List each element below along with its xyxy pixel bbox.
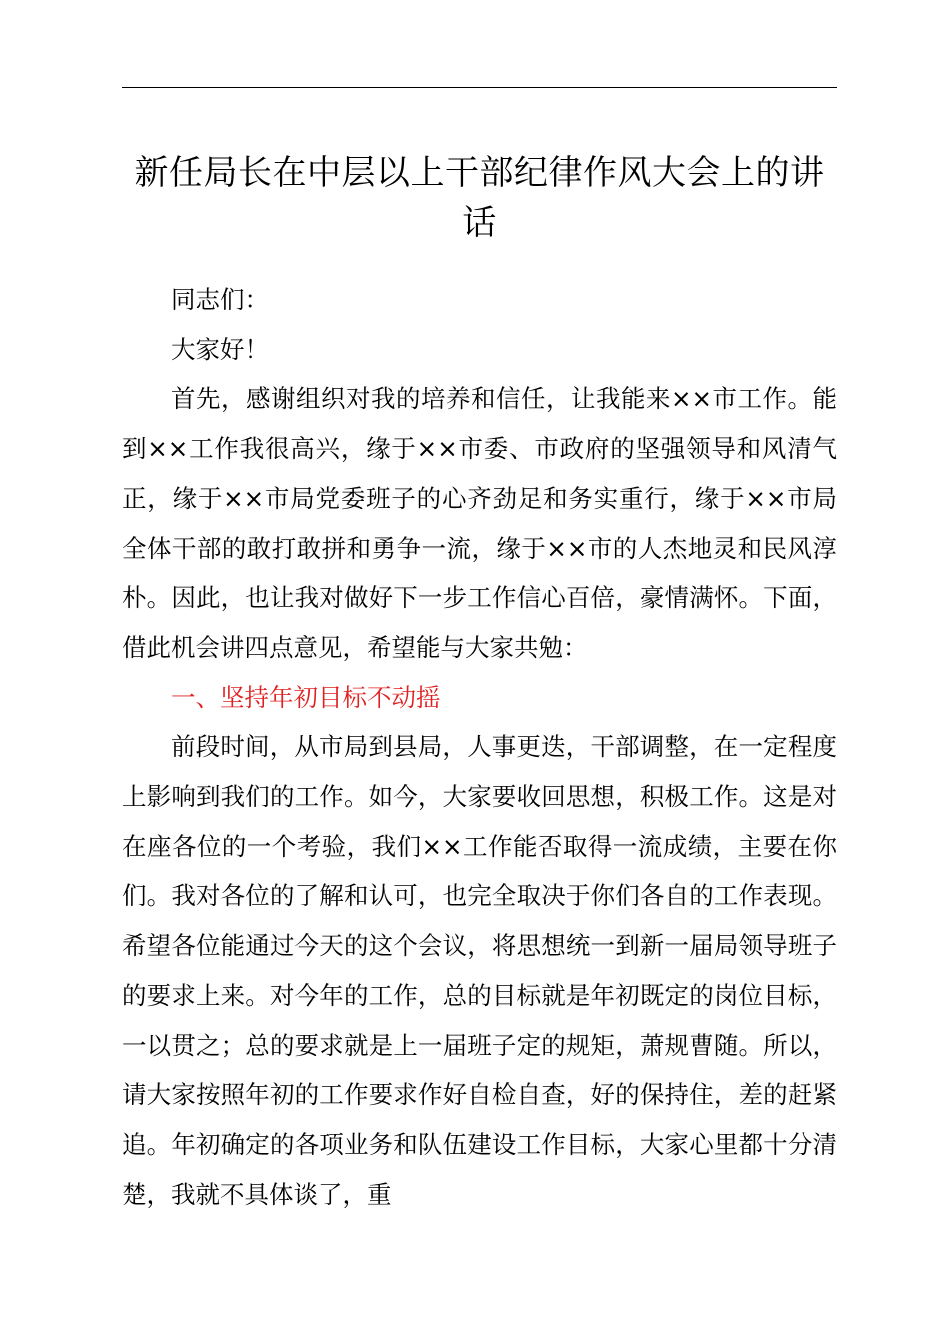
salutation: 同志们： xyxy=(171,285,269,314)
document-body xyxy=(122,275,837,1219)
greeting: 大家好！ xyxy=(171,334,269,364)
intro-paragraph: 首先，感谢组织对我的培养和信任，让我能来××市工作。能到××工作我很高兴，缘于××市委、市政府的坚强领导和风清气正，缘于××市局党委班子的心齐劲足和务实重行，缘于××市局全体干部的敢打敢拼和勇争一流，缘于××市的人杰地灵和民风淳朴。因此，也让我对做好下一步工作信心百倍，豪情满怀。下面，借此机会讲四点意见，希望能与大家共勉： xyxy=(122,384,837,662)
header-rule xyxy=(122,87,837,88)
section-paragraph: 前段时间，从市局到县局，人事更迭，干部调整，在一定程度上影响到我们的工作。如今，大家要收回思想，积极工作。这是对在座各位的一个考验，我们××工作能否取得一流成绩，主要在你们。我对各位的了解和认可，也完全取决于你们各自的工作表现。希望各位能通过今天的这个会议，将思想统一到新一届局领导班子的要求上来。对今年的工作，总的目标就是年初既定的岗位目标，一以贯之；总的要求就是上一届班子定的规矩，萧规曹随。所以，请大家按照年初的工作要求作好自检自查，好的保持住，差的赶紧追。年初确定的各项业务和队伍建设工作目标，大家心里都十分清楚，我就不具体谈了，重 xyxy=(122,732,837,1209)
section-heading: 一、坚持年初目标不动摇 xyxy=(171,682,441,712)
document-title: 新任局长在中层以上干部纪律作风大会上的讲话 xyxy=(134,153,825,243)
